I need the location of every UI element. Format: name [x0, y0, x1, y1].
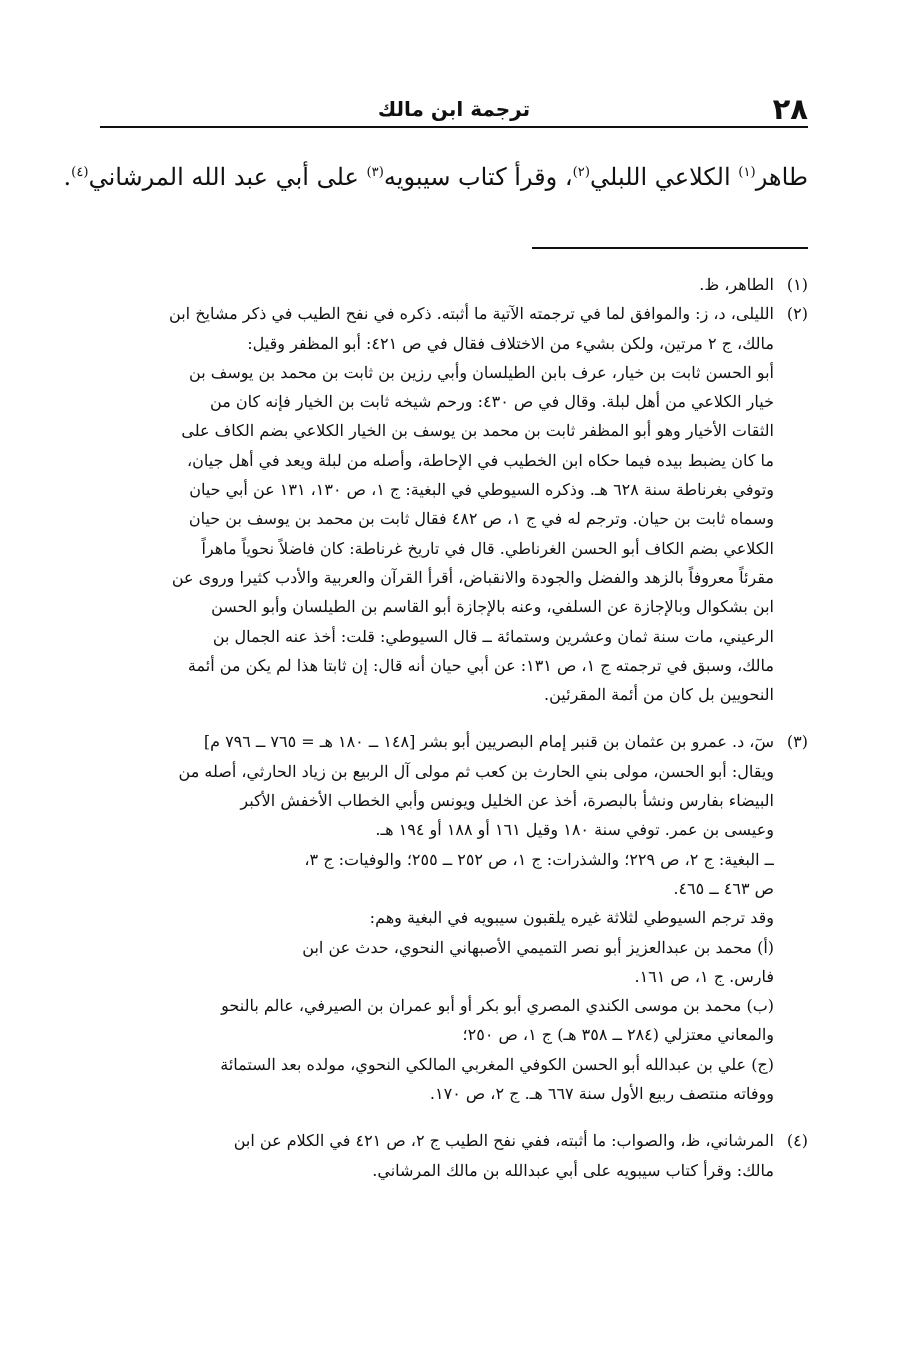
footnote-number: (٣): [786, 732, 808, 752]
footnote-line: ما كان يضبط بيده فيما حكاه ابن الخطيب في الإحاطة، وأصله من لبلة ويعد في أهل جيان،: [187, 450, 774, 470]
footnote-line: ووفاته منتصف ربيع الأول سنة ٦٦٧ هـ. ج ٢، ص ١٧٠.: [429, 1084, 774, 1104]
page-header: [100, 88, 808, 128]
footnote: [108, 1126, 808, 1185]
body-text-segment: طاهر: [755, 163, 808, 191]
footnote-line: (أ) محمد بن عبدالعزيز أبو نصر التميمي الأصبهاني النحوي، حدث عن ابن: [302, 937, 774, 957]
footnote-ref[interactable]: (٣): [366, 165, 384, 180]
footnote-ref[interactable]: (٢): [572, 165, 591, 180]
footnote-line: ص ٤٦٣ ــ ٤٦٥.: [673, 878, 774, 898]
page-number: ٢٨: [772, 92, 808, 126]
footnote-line: الثقات الأخيار وهو أبو المظفر ثابت بن محمد بن يوسف بن الخيار الكلاعي بضم الكاف على: [181, 421, 774, 441]
footnote-line: والمعاني معتزلي (٢٨٤ ــ ٣٥٨ هـ) ج ١، ص ٢٥٠؛: [462, 1025, 774, 1045]
footnote: [108, 727, 808, 1108]
footnote-line: (ب) محمد بن موسى الكندي المصري أبو بكر أو أبو عمران بن الصيرفي، عالم بالنحو: [221, 996, 774, 1016]
footnote-line: ــ البغية: ج ٢، ص ٢٢٩؛ والشذرات: ج ١، ص ٢٥٢ ــ ٢٥٥؛ والوفيات: ج ٣،: [304, 849, 774, 869]
footnote-line: الكلاعي بضم الكاف أبو الحسن الغرناطي. قال في تاريخ غرناطة: كان فاضلاً نحوياً ماهراً: [201, 538, 774, 558]
footnote-line: الليلى، د، ز: والموافق لما في ترجمته الآتية ما أثبته. ذكره في نفح الطيب في ذكر مشايخ ابن: [169, 304, 774, 324]
footnote-line: فارس. ج ١، ص ١٦١.: [634, 966, 774, 986]
footnote-number: (١): [786, 275, 808, 294]
footnote-line: وسماه ثابت بن حيان. وترجم له في ج ١، ص ٤٨٢ فقال ثابت بن محمد بن يوسف بن حيان: [188, 509, 774, 529]
footnote-line: وتوفي بغرناطة سنة ٦٢٨ هـ. وذكره السيوطي في البغية: ج ١، ص ١٣٠، ١٣١ عن أبي حيان: [189, 480, 774, 500]
footnote-line: مقرئاً معروفاً بالزهد والفضل والجودة والانقباض، أقرأ القرآن والعربية والأدب كثيرا وروى عن: [171, 567, 774, 587]
footnote-ref[interactable]: (٤): [71, 165, 89, 180]
footnote-line: أبو الحسن ثابت بن خيار، عرف بابن الطيلسان وأبي رزين بن ثابت بن محمد بن يوسف بن: [189, 362, 774, 382]
footnote-ref[interactable]: (١): [738, 165, 756, 180]
footnote-line: مالك، وسبق في ترجمته ج ١، ص ١٣١: عن أبي حيان أنه قال: إن ثابتا هذا لم يكن من أئمة: [187, 655, 774, 675]
body-text-segment: ، وقرأ كتاب سيبويه: [383, 163, 573, 191]
body-text-segment: الكلاعي اللبلي: [590, 163, 739, 191]
footnote-line: مالك، ج ٢ مرتين، ولكن بشيء من الاختلاف فقال في ص ٤٢١: أبو المظفر وقيل:: [247, 333, 774, 353]
footnote-divider: [532, 247, 808, 249]
footnotes: [108, 270, 808, 1185]
body-text-segment: .: [63, 163, 72, 191]
footnote-line: النحويين بل كان من أئمة المقرئين.: [544, 685, 774, 705]
footnote: [108, 299, 808, 709]
footnote-number: (٢): [786, 304, 808, 324]
body-text-segment: على أبي عبد الله المرشاني: [88, 163, 367, 191]
footnote-line: المرشاني، ظ، والصواب: ما أثبته، ففي نفح الطيب ج ٢، ص ٤٢١ في الكلام عن ابن: [233, 1131, 774, 1151]
footnote-line: الطاهر، ظ.: [699, 275, 774, 294]
footnote-line: (ج) علي بن عبدالله أبو الحسن الكوفي المغربي المالكي النحوي، مولده بعد الستمائة: [220, 1054, 774, 1074]
footnote-number: (٤): [786, 1131, 808, 1151]
body-text: [63, 152, 808, 202]
footnote-line: الرعيني، مات سنة ثمان وعشرين وستمائة ــ قال السيوطي: قلت: أخذ عنه الجمال بن: [212, 626, 774, 646]
footnote-line: ويقال: أبو الحسن، مولى بني الحارث بن كعب ثم مولى آل الربيع بن زياد الحارثي، أصله من: [178, 761, 774, 781]
footnote-line: خيار الكلاعي من أهل لبلة. وقال في ص ٤٣٠: ورحم شيخه ثابت بن الخيار فإنه كان من: [210, 392, 774, 412]
running-title: ترجمة ابن مالك: [377, 97, 531, 121]
footnote-line: البيضاء بفارس ونشأ بالبصرة، أخذ عن الخليل ويونس وأبي الخطاب الأخفش الأكبر: [240, 791, 774, 811]
footnote-line: سٓ، د. عمرو بن عثمان بن قنبر إمام البصريين أبو بشر [١٤٨ ــ ١٨٠ هـ = ٧٦٥ ــ ٧٩٦ م]: [203, 732, 774, 752]
footnote-line: مالك: وقرأ كتاب سيبويه على أبي عبدالله بن مالك المرشاني.: [372, 1160, 774, 1180]
footnote-line: وقد ترجم السيوطي لثلاثة غيره يلقبون سيبويه في البغية وهم:: [369, 908, 774, 928]
footnote-line: وعيسى بن عمر. توفي سنة ١٨٠ وقيل ١٦١ أو ١٨٨ أو ١٩٤ هـ.: [375, 820, 774, 840]
footnote-line: ابن بشكوال وبالإجازة عن السلفي، وعنه بالإجازة أبو القاسم بن الطيلسان وأبو الحسن: [211, 597, 774, 617]
footnote: [108, 270, 808, 299]
